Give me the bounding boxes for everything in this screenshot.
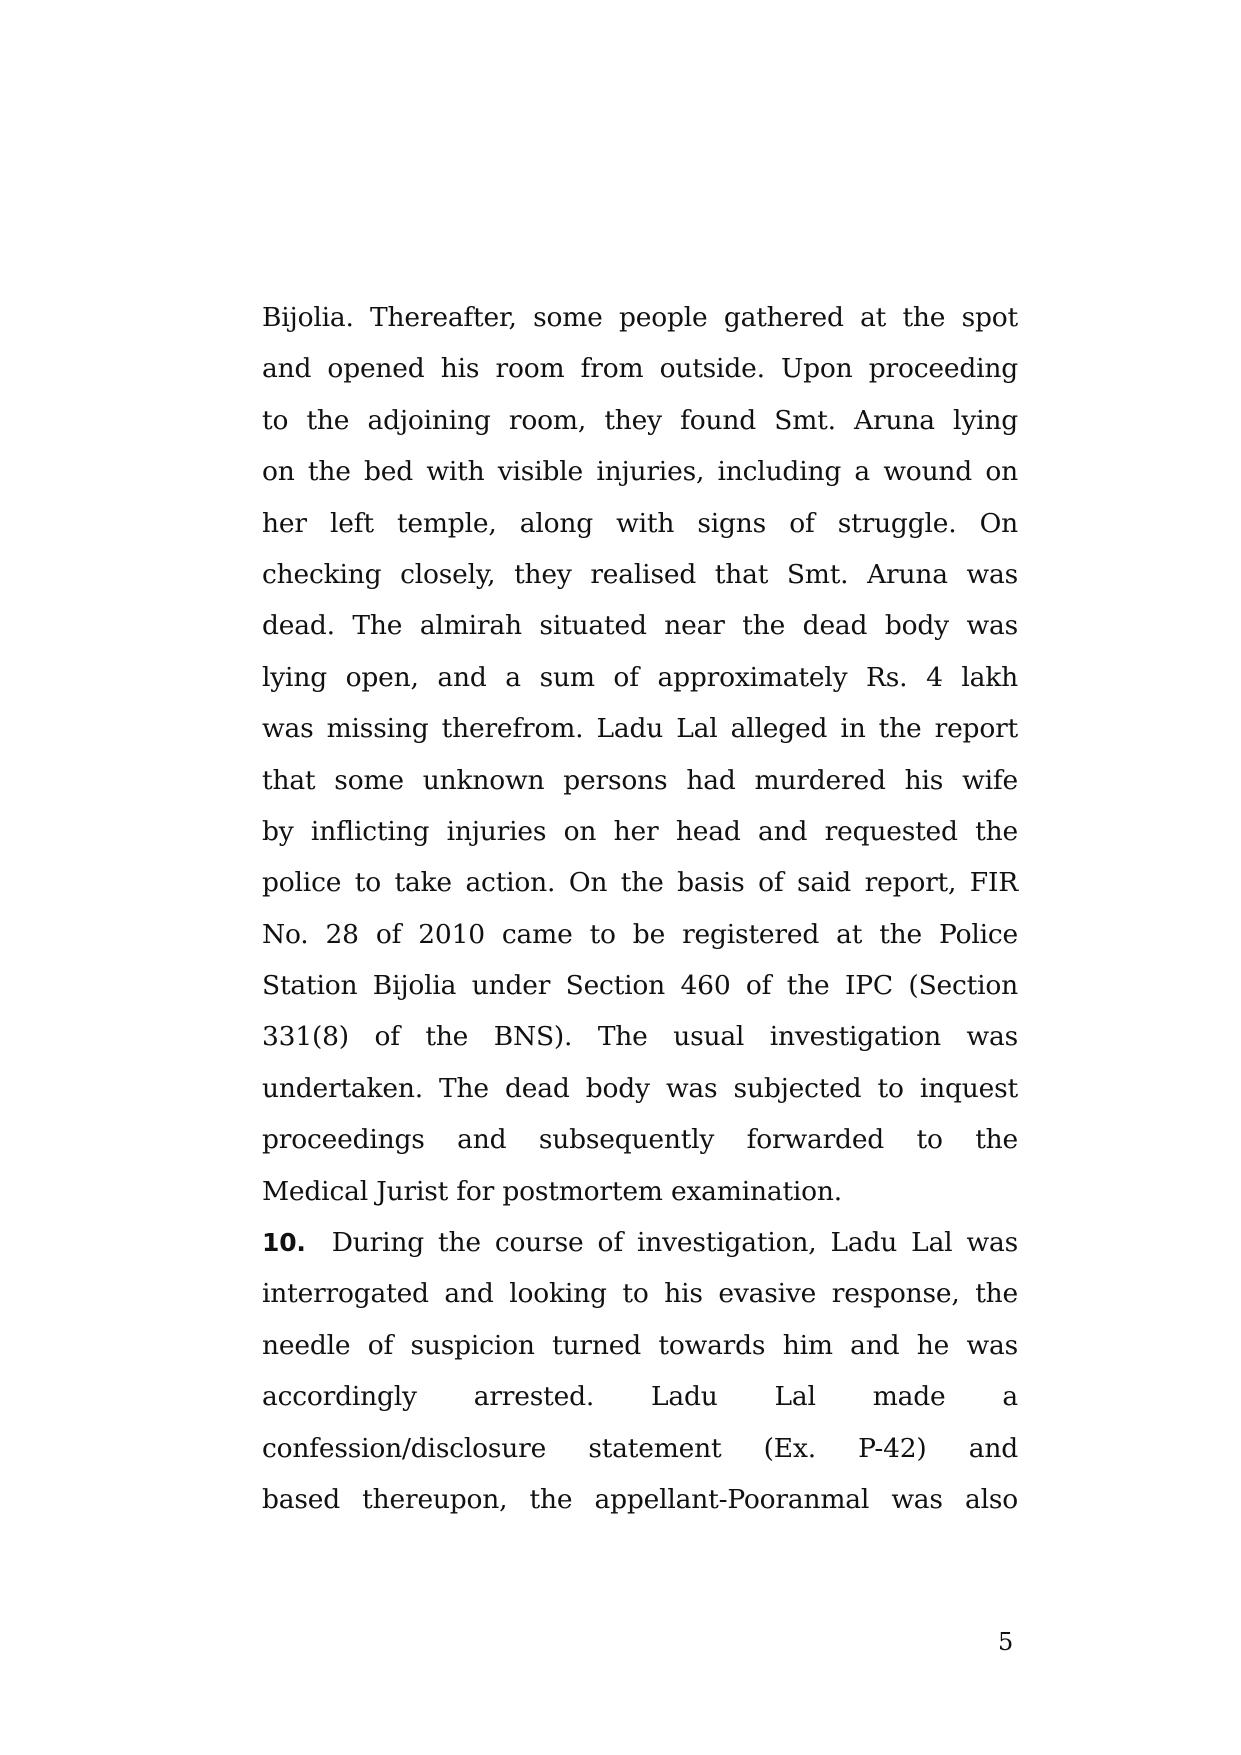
text-line: checking closely, they realised that Smt. Aruna was xyxy=(262,558,1018,590)
text-line: needle of suspicion turned towards him and he was xyxy=(262,1329,1018,1361)
text-line: and opened his room from outside. Upon proceeding xyxy=(262,353,1018,385)
paragraph-first-line xyxy=(262,1217,1018,1268)
text-line: undertaken. The dead body was subjected to inquest xyxy=(262,1072,1018,1104)
text-line: to the adjoining room, they found Smt. Aruna lying xyxy=(262,404,1018,436)
text-line: by inflicting injuries on her head and requested the xyxy=(262,815,1018,847)
text-line: During the course of investigation, Ladu Lal was xyxy=(331,1227,1018,1259)
paragraph-number: 10. xyxy=(262,1228,306,1258)
text-line: No. 28 of 2010 came to be registered at the Police xyxy=(262,918,1018,950)
paragraph-continued xyxy=(262,292,1018,1217)
paragraph-10 xyxy=(262,1217,1018,1525)
text-line: Station Bijolia under Section 460 of the IPC (Section xyxy=(262,970,1018,1002)
text-line: 331(8) of the BNS). The usual investigation was xyxy=(262,1021,1018,1053)
text-line: confession/disclosure statement (Ex. P-42) and xyxy=(262,1432,1018,1464)
text-line: dead. The almirah situated near the dead body was xyxy=(262,610,1018,642)
text-line: on the bed with visible injuries, including a wound on xyxy=(262,456,1018,488)
page-number: 5 xyxy=(998,1628,1014,1656)
text-line: her left temple, along with signs of struggle. On xyxy=(262,507,1018,539)
text-line: was missing therefrom. Ladu Lal alleged in the report xyxy=(262,713,1018,745)
text-line: interrogated and looking to his evasive response, the xyxy=(262,1278,1018,1310)
text-line: proceedings and subsequently forwarded to the xyxy=(262,1124,1018,1156)
text-line: lying open, and a sum of approximately Rs. 4 lakh xyxy=(262,661,1018,693)
text-line: accordingly arrested. Ladu Lal made a xyxy=(262,1381,1018,1413)
text-line: that some unknown persons had murdered his wife xyxy=(262,764,1018,796)
text-line: based thereupon, the appellant-Pooranmal was also xyxy=(262,1483,1018,1515)
text-line: Bijolia. Thereafter, some people gathered at the spot xyxy=(262,302,1018,333)
text-line: police to take action. On the basis of said report, FIR xyxy=(262,867,1018,899)
text-line: Medical Jurist for postmortem examination. xyxy=(262,1175,843,1207)
body-text xyxy=(262,292,1018,1525)
